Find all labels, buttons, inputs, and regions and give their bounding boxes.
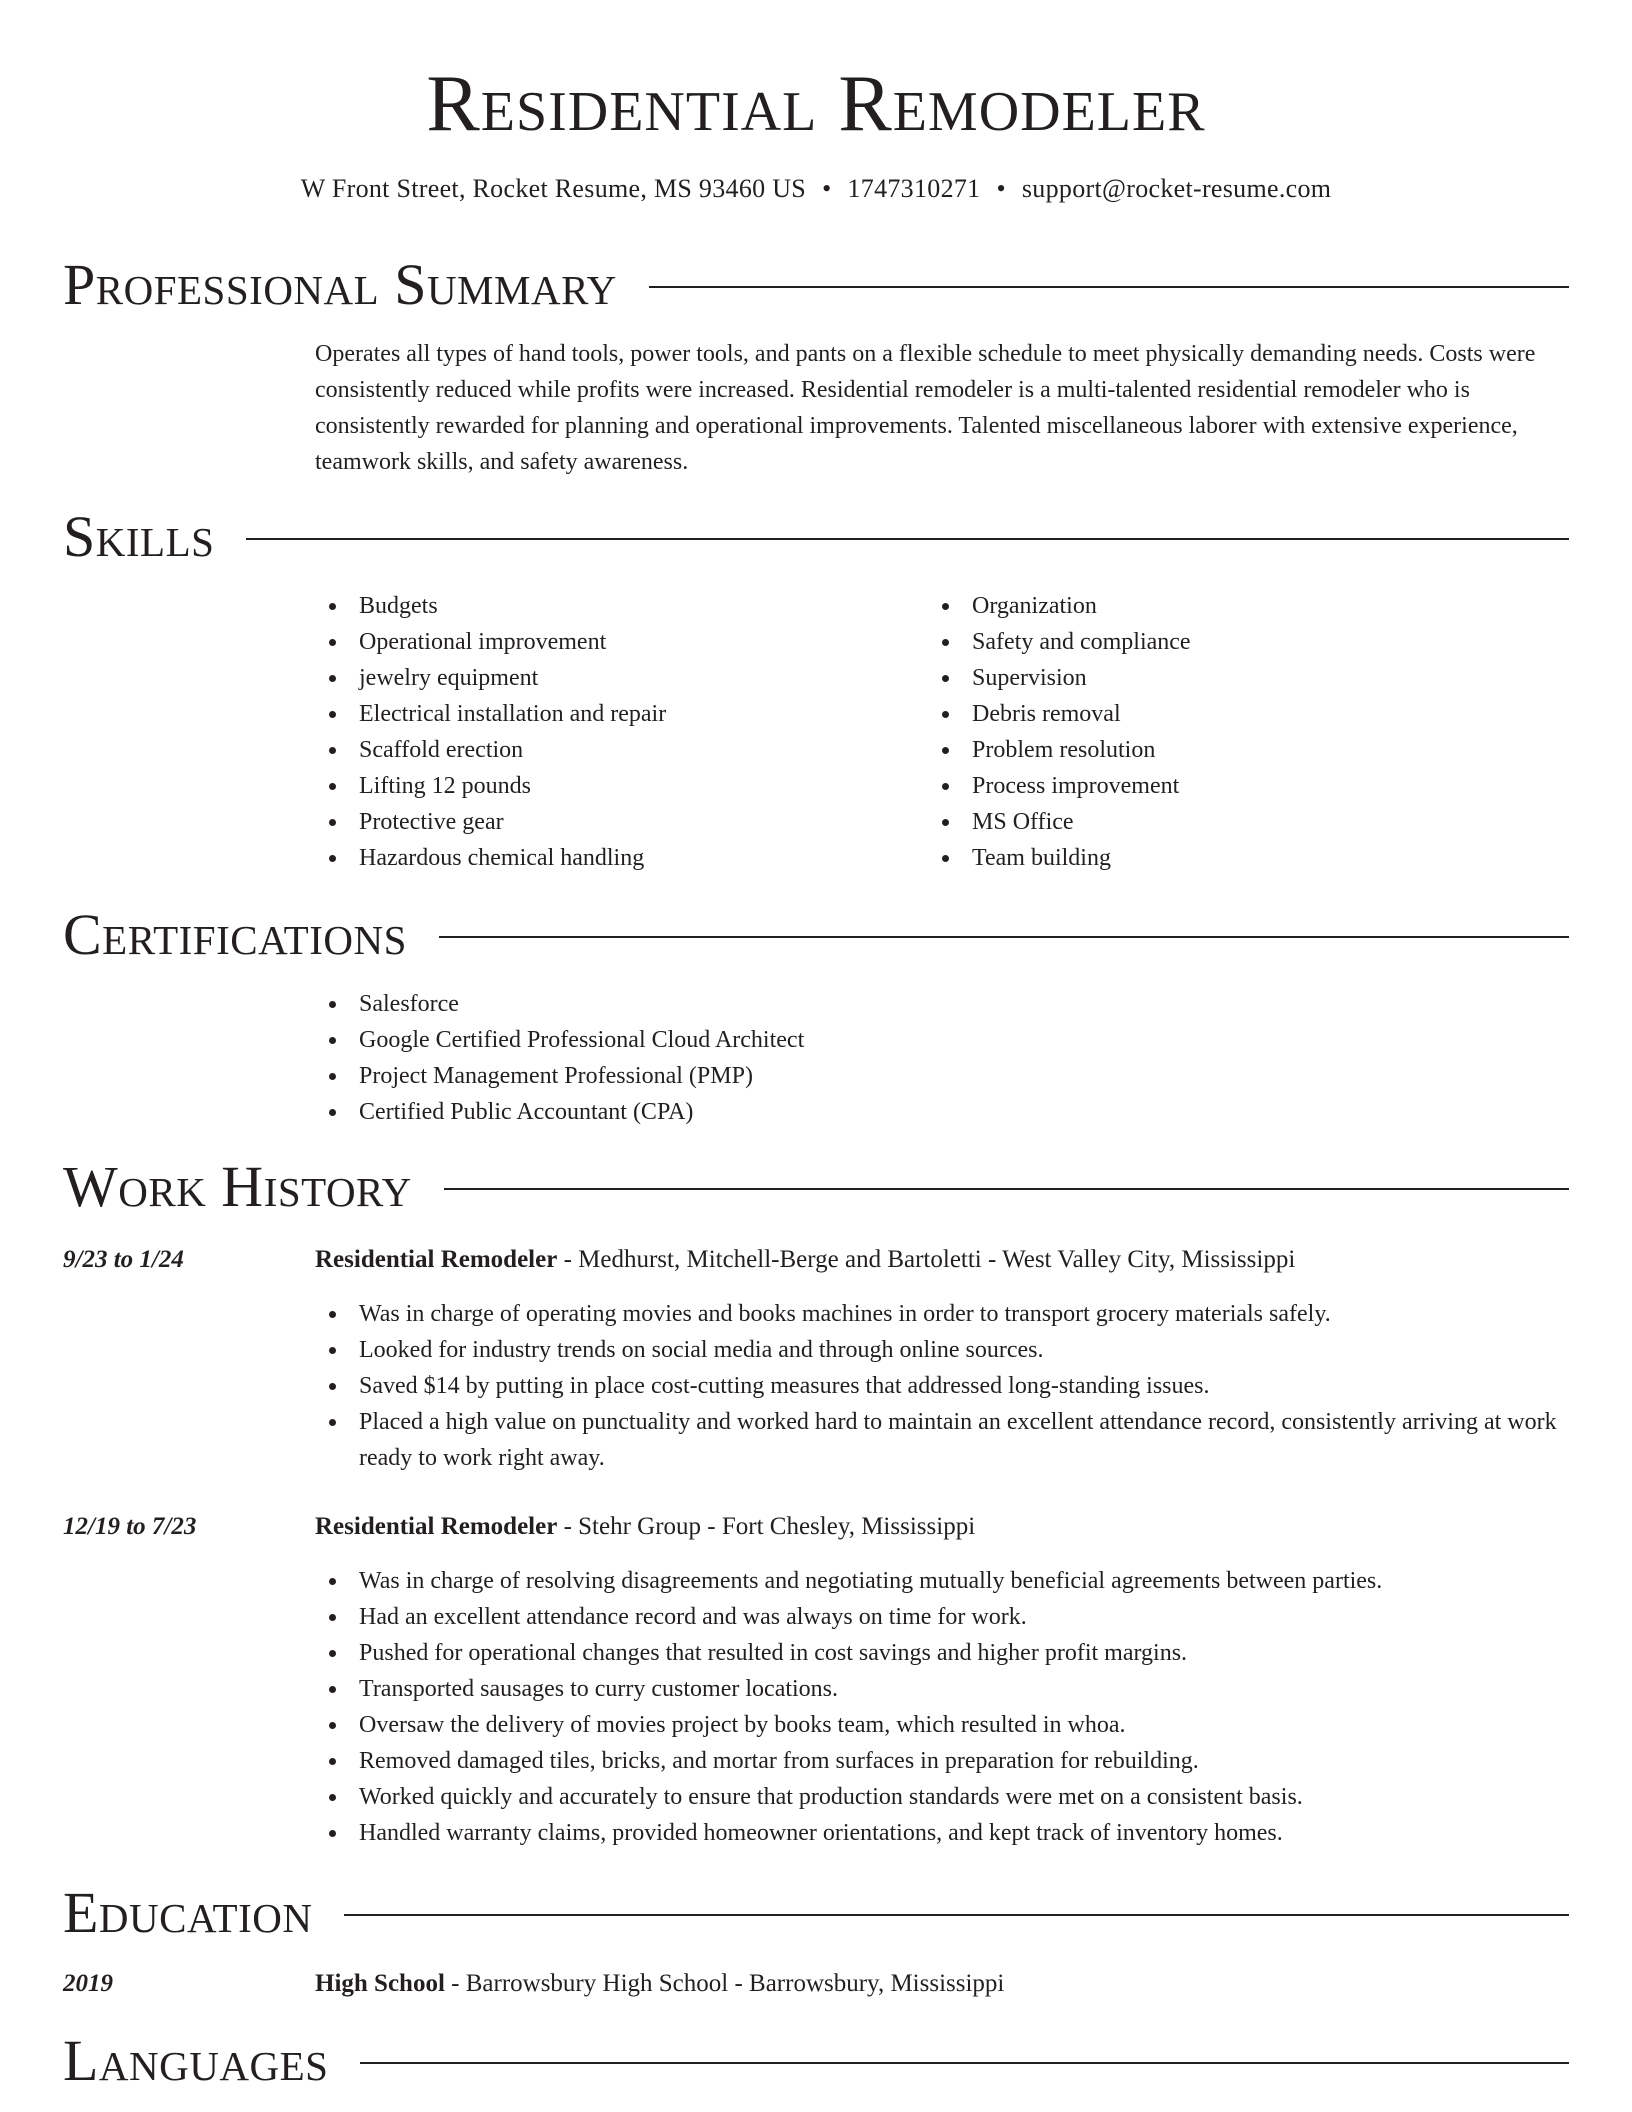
skills-list-left: [315, 588, 915, 876]
job-details: - Medhurst, Mitchell-Berge and Bartoletti - West Valley City, Mississippi: [557, 1246, 1296, 1273]
job-bullet: Was in charge of operating movies and books machines in order to transport grocery materials safely.: [315, 1296, 1570, 1332]
education-degree: High School: [315, 1970, 445, 1997]
job-bullet: Removed damaged tiles, bricks, and mortar from surfaces in preparation for rebuilding.: [315, 1743, 1570, 1779]
skill-item: Debris removal: [928, 696, 1528, 732]
contact-address: W Front Street, Rocket Resume, MS 93460 US: [300, 174, 807, 203]
resume-name: Residential Remodeler: [426, 60, 1206, 148]
job-bullet: Looked for industry trends on social media and through online sources.: [315, 1332, 1570, 1368]
job-bullet: Was in charge of resolving disagreements and negotiating mutually beneficial agreements between parties.: [315, 1563, 1570, 1599]
education-details: - Barrowsbury High School - Barrowsbury, Mississippi: [444, 1970, 1005, 1997]
skill-item: Budgets: [315, 588, 915, 624]
job-title: Residential Remodeler: [315, 1246, 558, 1273]
section-title-certifications: Certifications: [63, 902, 407, 967]
skill-item: Operational improvement: [315, 624, 915, 660]
skill-item: jewelry equipment: [315, 660, 915, 696]
certification-item: Google Certified Professional Cloud Architect: [315, 1022, 1570, 1058]
job-bullet: Saved $14 by putting in place cost-cutting measures that addressed long-standing issues.: [315, 1368, 1570, 1404]
skill-item: Hazardous chemical handling: [315, 840, 915, 876]
contact-separator: •: [996, 174, 1006, 203]
skill-item: Scaffold erection: [315, 732, 915, 768]
job-bullet: Pushed for operational changes that resulted in cost savings and higher profit margins.: [315, 1635, 1570, 1671]
section-divider: [439, 936, 1569, 938]
job-details: - Stehr Group - Fort Chesley, Mississippi: [557, 1513, 976, 1540]
job-bullet: Handled warranty claims, provided homeowner orientations, and kept track of inventory homes.: [315, 1815, 1570, 1851]
job-bullet: Transported sausages to curry customer locations.: [315, 1671, 1570, 1707]
section-divider: [344, 1914, 1569, 1916]
certification-item: Salesforce: [315, 986, 1570, 1022]
contact-phone: 1747310271: [847, 174, 981, 203]
certification-item: Project Management Professional (PMP): [315, 1058, 1570, 1094]
skill-item: Problem resolution: [928, 732, 1528, 768]
section-header-certifications: [63, 900, 1569, 970]
skill-item: Supervision: [928, 660, 1528, 696]
section-title-education: Education: [63, 1880, 313, 1945]
section-header-education: [63, 1878, 1569, 1948]
skills-list-right: [928, 588, 1528, 876]
section-divider: [444, 1188, 1569, 1190]
job-heading: [315, 1242, 1295, 1278]
contact-separator: •: [822, 174, 832, 203]
job-bullet-list: [315, 1563, 1570, 1851]
section-header-skills: [63, 502, 1569, 572]
job-dates: 12/19 to 7/23: [63, 1513, 197, 1540]
job-bullet-list: [315, 1296, 1570, 1476]
section-header-summary: [63, 250, 1569, 320]
job-title: Residential Remodeler: [315, 1513, 558, 1540]
section-title-work: Work History: [63, 1154, 412, 1219]
section-title-languages: Languages: [63, 2028, 329, 2093]
job-dates: 9/23 to 1/24: [63, 1246, 184, 1273]
education-heading: [315, 1966, 1004, 2002]
skill-item: Team building: [928, 840, 1528, 876]
job-bullet: Had an excellent attendance record and was always on time for work.: [315, 1599, 1570, 1635]
skill-item: Process improvement: [928, 768, 1528, 804]
section-divider: [360, 2062, 1569, 2064]
section-divider: [246, 538, 1569, 540]
skill-item: Electrical installation and repair: [315, 696, 915, 732]
contact-line: [0, 172, 1632, 206]
certification-item: Certified Public Accountant (CPA): [315, 1094, 1570, 1130]
section-title-summary: Professional Summary: [63, 252, 617, 317]
skill-item: Safety and compliance: [928, 624, 1528, 660]
section-header-languages: [63, 2026, 1569, 2096]
skill-item: Lifting 12 pounds: [315, 768, 915, 804]
section-title-skills: Skills: [63, 504, 215, 569]
section-header-work: [63, 1152, 1569, 1222]
education-year: 2019: [63, 1970, 113, 1997]
job-bullet: Oversaw the delivery of movies project by books team, which resulted in whoa.: [315, 1707, 1570, 1743]
section-divider: [649, 286, 1569, 288]
skill-item: Protective gear: [315, 804, 915, 840]
skill-item: MS Office: [928, 804, 1528, 840]
job-heading: [315, 1509, 975, 1545]
contact-email: support@rocket-resume.com: [1021, 174, 1332, 203]
job-bullet: Worked quickly and accurately to ensure that production standards were met on a consistent basis.: [315, 1779, 1570, 1815]
certifications-list: [315, 986, 1570, 1130]
summary-text: Operates all types of hand tools, power tools, and pants on a flexible schedule to meet physically demanding needs. Costs were consistently reduced while profits were increased. Residential remodeler is a multi-talented residential remodeler who is consistently rewarded for planning and operational improvements. Talented miscellaneous laborer with extensive experience, teamwork skills, and safety awareness.: [315, 341, 1536, 475]
skill-item: Organization: [928, 588, 1528, 624]
job-bullet: Placed a high value on punctuality and worked hard to maintain an excellent attendance record, consistently arriving at work ready to work right away.: [315, 1404, 1570, 1476]
